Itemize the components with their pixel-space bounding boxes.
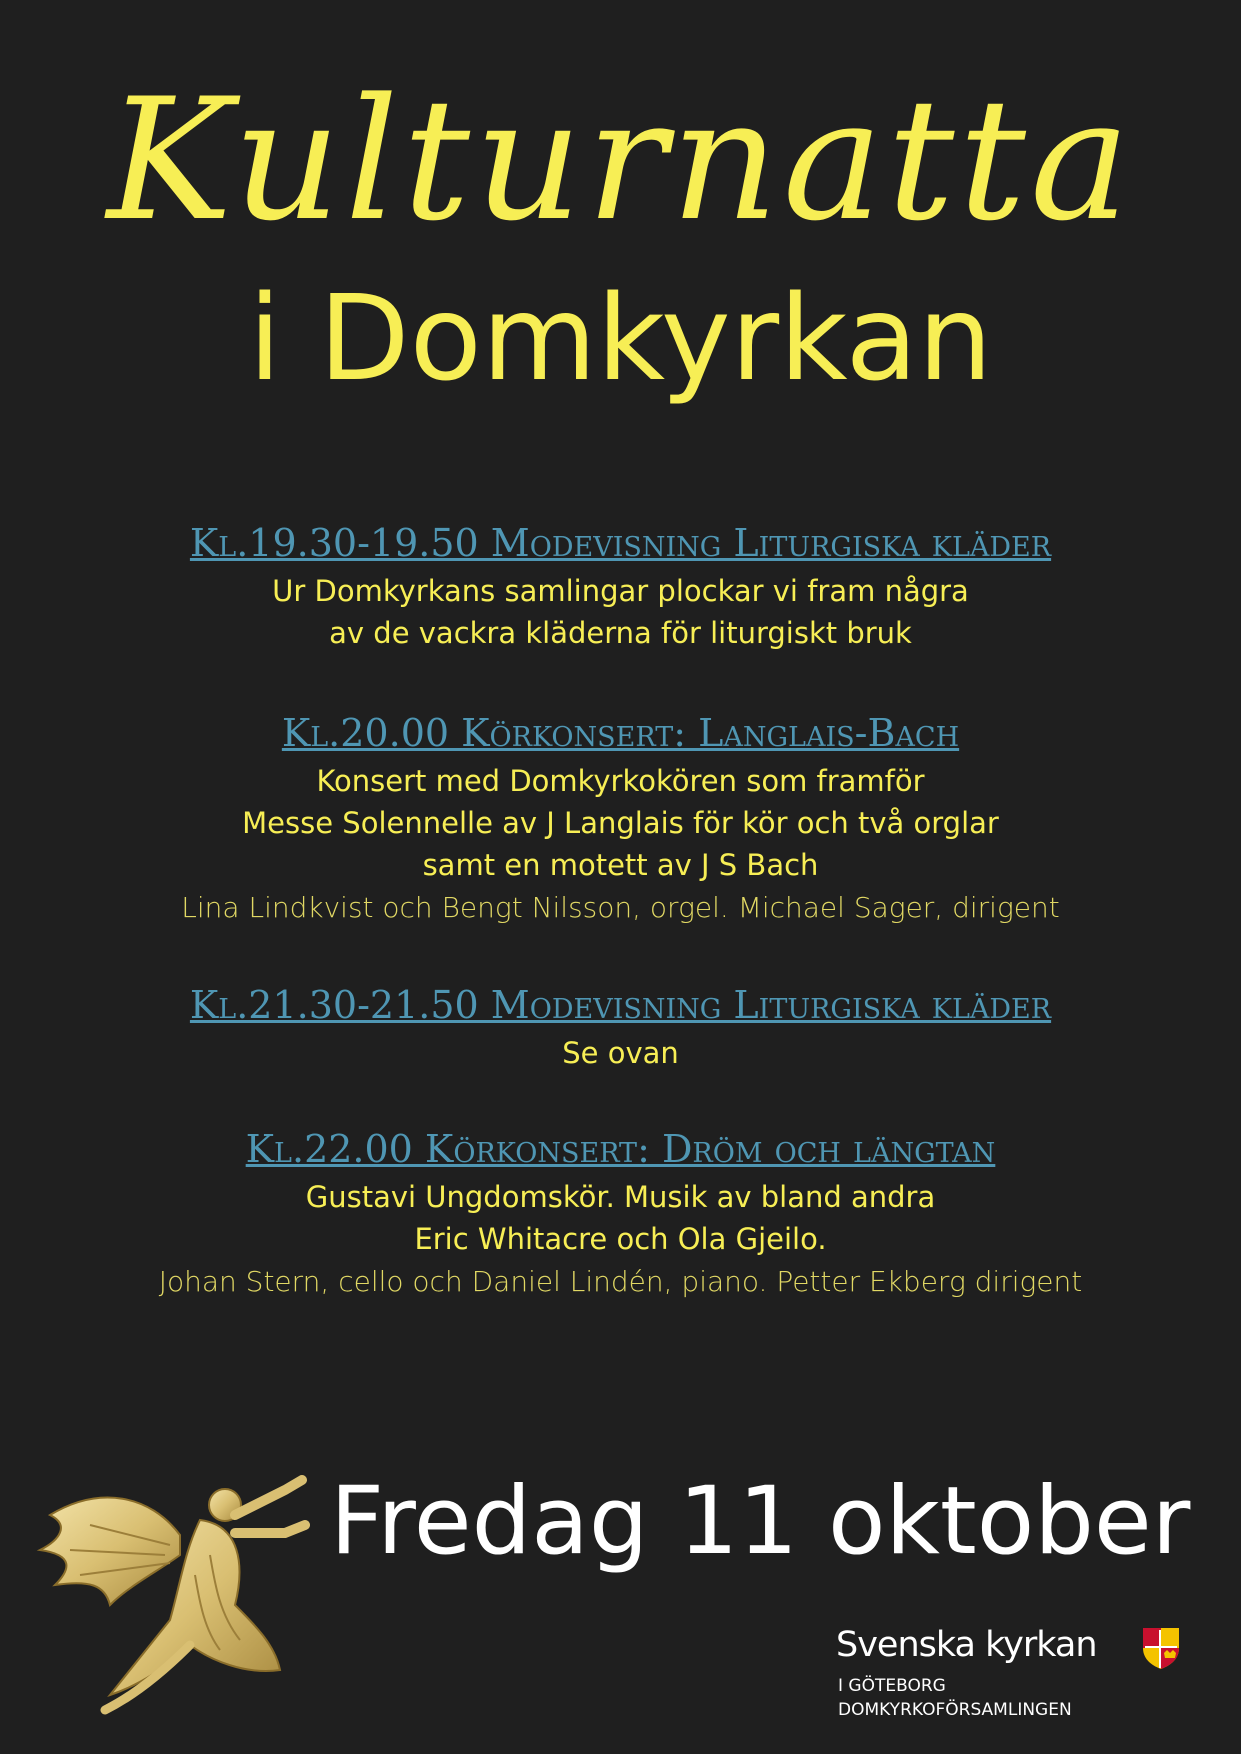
logo-name: Svenska kyrkan — [836, 1625, 1097, 1665]
event-list — [0, 516, 1241, 1304]
event-credit: Lina Lindkvist och Bengt Nilsson, orgel. Michael Sager, dirigent — [181, 891, 1060, 924]
event-description: samt en motett av J S Bach — [422, 848, 819, 882]
event-heading: Kl.19.30-19.50 Modevisning Liturgiska kläder — [189, 521, 1052, 565]
event-description: Se ovan — [562, 1036, 679, 1070]
event-4 — [0, 1122, 1241, 1304]
logo-city: I GÖTEBORG — [838, 1676, 946, 1696]
event-heading: Kl.22.00 Körkonsert: Dröm och längtan — [245, 1127, 996, 1171]
event-description: Eric Whitacre och Ola Gjeilo. — [414, 1222, 827, 1256]
event-1 — [0, 516, 1241, 654]
svenska-kyrkan-logo — [836, 1622, 1196, 1732]
event-heading: Kl.20.00 Körkonsert: Langlais-Bach — [281, 711, 960, 755]
event-description: Ur Domkyrkans samlingar plockar vi fram några — [272, 574, 969, 608]
event-date: Fredag 11 oktober — [330, 1467, 1191, 1576]
angel-illustration — [30, 1455, 340, 1725]
poster-subtitle: i Domkyrkan — [248, 269, 993, 407]
event-2 — [0, 706, 1241, 930]
event-heading: Kl.21.30-21.50 Modevisning Liturgiska kläder — [189, 983, 1052, 1027]
event-3 — [0, 978, 1241, 1074]
event-description: Konsert med Domkyrkokören som framför — [316, 764, 925, 798]
event-description: Gustavi Ungdomskör. Musik av bland andra — [305, 1180, 936, 1214]
church-shield-icon — [1141, 1626, 1181, 1670]
event-description: av de vackra kläderna för liturgiskt bruk — [329, 616, 912, 650]
logo-parish: DOMKYRKOFÖRSAMLINGEN — [838, 1700, 1072, 1720]
event-description: Messe Solennelle av J Langlais för kör och två orglar — [242, 806, 999, 840]
poster-title: Kulturnatta — [106, 62, 1135, 258]
event-credit: Johan Stern, cello och Daniel Lindén, piano. Petter Ekberg dirigent — [158, 1265, 1083, 1298]
